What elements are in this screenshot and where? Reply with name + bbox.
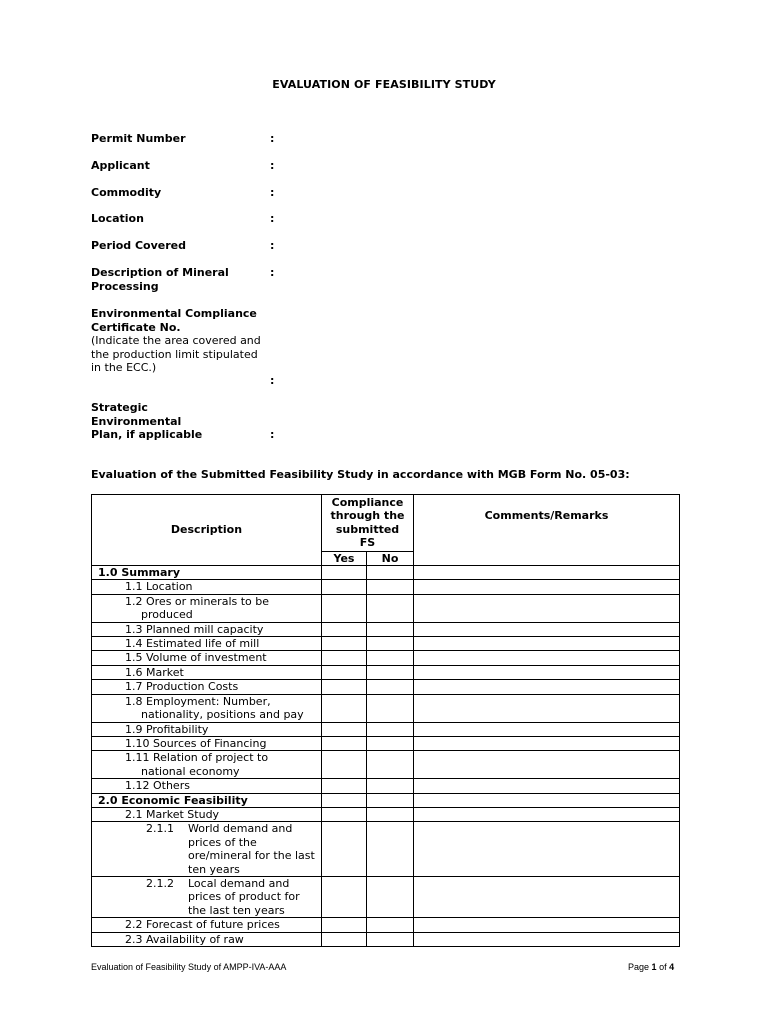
row-description	[92, 580, 322, 594]
comments-cell	[414, 566, 680, 580]
table-row	[92, 779, 680, 793]
row-text: 1.5 Volume of investment	[125, 651, 267, 665]
evaluation-table	[91, 494, 680, 947]
row-description	[92, 665, 322, 679]
document-title: EVALUATION OF FEASIBILITY STUDY	[272, 78, 496, 91]
no-cell	[367, 665, 414, 679]
no-cell	[367, 793, 414, 807]
yes-cell	[322, 807, 367, 821]
row-description: 2.0 Economic Feasibility	[92, 793, 322, 807]
yes-cell	[322, 722, 367, 736]
table-row	[92, 751, 680, 779]
field-2	[91, 186, 261, 200]
row-description	[92, 807, 322, 821]
field-label: Period Covered	[91, 239, 186, 252]
table-row	[92, 580, 680, 594]
table-row	[92, 680, 680, 694]
header-yes: Yes	[322, 551, 367, 565]
comments-cell	[414, 736, 680, 750]
field-label: Permit Number	[91, 132, 186, 145]
comments-cell	[414, 665, 680, 679]
table-row	[92, 694, 680, 722]
no-cell	[367, 566, 414, 580]
table-row	[92, 651, 680, 665]
row-description	[92, 918, 322, 932]
row-description	[92, 680, 322, 694]
comments-cell	[414, 779, 680, 793]
no-cell	[367, 932, 414, 946]
yes-cell	[322, 566, 367, 580]
row-description	[92, 622, 322, 636]
no-cell	[367, 736, 414, 750]
field-4	[91, 239, 261, 253]
yes-cell	[322, 594, 367, 622]
field-colon: :	[270, 212, 275, 225]
header-description: Description	[92, 495, 322, 566]
table-row	[92, 793, 680, 807]
row-description	[92, 694, 322, 722]
row-text: 1.1 Location	[125, 580, 193, 594]
no-cell	[367, 651, 414, 665]
footer-page-number	[628, 962, 674, 972]
yes-cell	[322, 876, 367, 917]
field-colon: :	[270, 374, 275, 387]
yes-cell	[322, 622, 367, 636]
comments-cell	[414, 751, 680, 779]
field-colon: :	[270, 239, 275, 252]
comments-cell	[414, 793, 680, 807]
row-text: 2.1 Market Study	[125, 807, 220, 821]
row-description	[92, 736, 322, 750]
row-text: Local demand and prices of product for the last ten years	[188, 876, 300, 917]
table-row	[92, 932, 680, 946]
row-description	[92, 822, 322, 877]
field-1	[91, 159, 261, 173]
row-text-continued: produced	[141, 608, 193, 622]
field-note: (Indicate the area covered and the production limit stipulated in the ECC.)	[91, 334, 261, 374]
table-row	[92, 736, 680, 750]
yes-cell	[322, 665, 367, 679]
no-cell	[367, 680, 414, 694]
evaluation-intro: Evaluation of the Submitted Feasibility Study in accordance with MGB Form No. 05-03:	[91, 468, 630, 481]
field-label: Environmental Compliance Certificate No.	[91, 307, 257, 334]
comments-cell	[414, 622, 680, 636]
row-text: 1.11 Relation of project to	[125, 751, 269, 765]
table-row	[92, 876, 680, 917]
footer-document-name: Evaluation of Feasibility Study of AMPP-IVA-AAA	[91, 962, 287, 972]
comments-cell	[414, 722, 680, 736]
yes-cell	[322, 779, 367, 793]
no-cell	[367, 622, 414, 636]
row-description	[92, 779, 322, 793]
no-cell	[367, 918, 414, 932]
row-text: 2.2 Forecast of future prices	[125, 918, 280, 932]
yes-cell	[322, 918, 367, 932]
table-row	[92, 594, 680, 622]
yes-cell	[322, 751, 367, 779]
row-text: 2.3 Availability of raw	[125, 932, 244, 946]
table-row	[92, 807, 680, 821]
row-text-continued: national economy	[141, 764, 240, 778]
yes-cell	[322, 651, 367, 665]
page-word: Page	[628, 962, 650, 972]
row-text: 1.3 Planned mill capacity	[125, 622, 264, 636]
comments-cell	[414, 651, 680, 665]
row-number: 2.1.2	[146, 876, 174, 890]
field-3	[91, 212, 261, 226]
row-description: 1.0 Summary	[92, 566, 322, 580]
field-label: Applicant	[91, 159, 150, 172]
field-colon: :	[270, 428, 275, 441]
comments-cell	[414, 876, 680, 917]
comments-cell	[414, 822, 680, 877]
no-cell	[367, 807, 414, 821]
no-cell	[367, 694, 414, 722]
yes-cell	[322, 822, 367, 877]
field-colon: :	[270, 159, 275, 172]
no-cell	[367, 751, 414, 779]
comments-cell	[414, 637, 680, 651]
field-5	[91, 266, 236, 293]
page-total: 4	[669, 962, 675, 972]
row-text: 1.12 Others	[125, 779, 190, 793]
comments-cell	[414, 680, 680, 694]
no-cell	[367, 594, 414, 622]
field-label: Location	[91, 212, 144, 225]
row-text: 1.6 Market	[125, 665, 184, 679]
header-compliance: Compliance through the submitted FS	[322, 495, 414, 552]
comments-cell	[414, 918, 680, 932]
yes-cell	[322, 793, 367, 807]
no-cell	[367, 876, 414, 917]
row-description	[92, 751, 322, 779]
row-text: 1.7 Production Costs	[125, 680, 239, 694]
field-7	[91, 401, 211, 442]
no-cell	[367, 580, 414, 594]
yes-cell	[322, 736, 367, 750]
table-row	[92, 566, 680, 580]
no-cell	[367, 822, 414, 877]
table-row	[92, 822, 680, 877]
header-no: No	[367, 551, 414, 565]
row-text-continued: nationality, positions and pay	[141, 708, 304, 722]
row-text: 1.8 Employment: Number,	[125, 694, 271, 708]
row-text: 1.9 Profitability	[125, 722, 209, 736]
row-number: 2.1.1	[146, 822, 174, 836]
yes-cell	[322, 580, 367, 594]
row-text: 1.4 Estimated life of mill	[125, 637, 260, 651]
yes-cell	[322, 694, 367, 722]
page-of: of	[659, 962, 667, 972]
comments-cell	[414, 594, 680, 622]
row-description	[92, 722, 322, 736]
row-description	[92, 876, 322, 917]
page-current: 1	[651, 962, 657, 972]
field-0	[91, 132, 261, 146]
field-label: Strategic Environmental Plan, if applicable	[91, 401, 203, 441]
header-comments: Comments/Remarks	[414, 495, 680, 566]
field-colon: :	[270, 266, 275, 279]
comments-cell	[414, 932, 680, 946]
row-description	[92, 651, 322, 665]
table-row	[92, 918, 680, 932]
comments-cell	[414, 694, 680, 722]
row-description	[92, 594, 322, 622]
field-6	[91, 307, 266, 375]
row-text: World demand and prices of the ore/mineral for the last ten years	[188, 822, 315, 876]
row-text: 1.2 Ores or minerals to be	[125, 594, 270, 608]
no-cell	[367, 722, 414, 736]
no-cell	[367, 779, 414, 793]
table-row	[92, 722, 680, 736]
table-row	[92, 665, 680, 679]
table-row	[92, 622, 680, 636]
comments-cell	[414, 580, 680, 594]
field-label: Commodity	[91, 186, 162, 199]
table-row	[92, 637, 680, 651]
row-description	[92, 637, 322, 651]
row-text: 1.10 Sources of Financing	[125, 736, 267, 750]
no-cell	[367, 637, 414, 651]
yes-cell	[322, 637, 367, 651]
field-colon: :	[270, 132, 275, 145]
field-label: Description of Mineral Processing	[91, 266, 229, 293]
comments-cell	[414, 807, 680, 821]
field-colon: :	[270, 186, 275, 199]
yes-cell	[322, 680, 367, 694]
row-description	[92, 932, 322, 946]
yes-cell	[322, 932, 367, 946]
